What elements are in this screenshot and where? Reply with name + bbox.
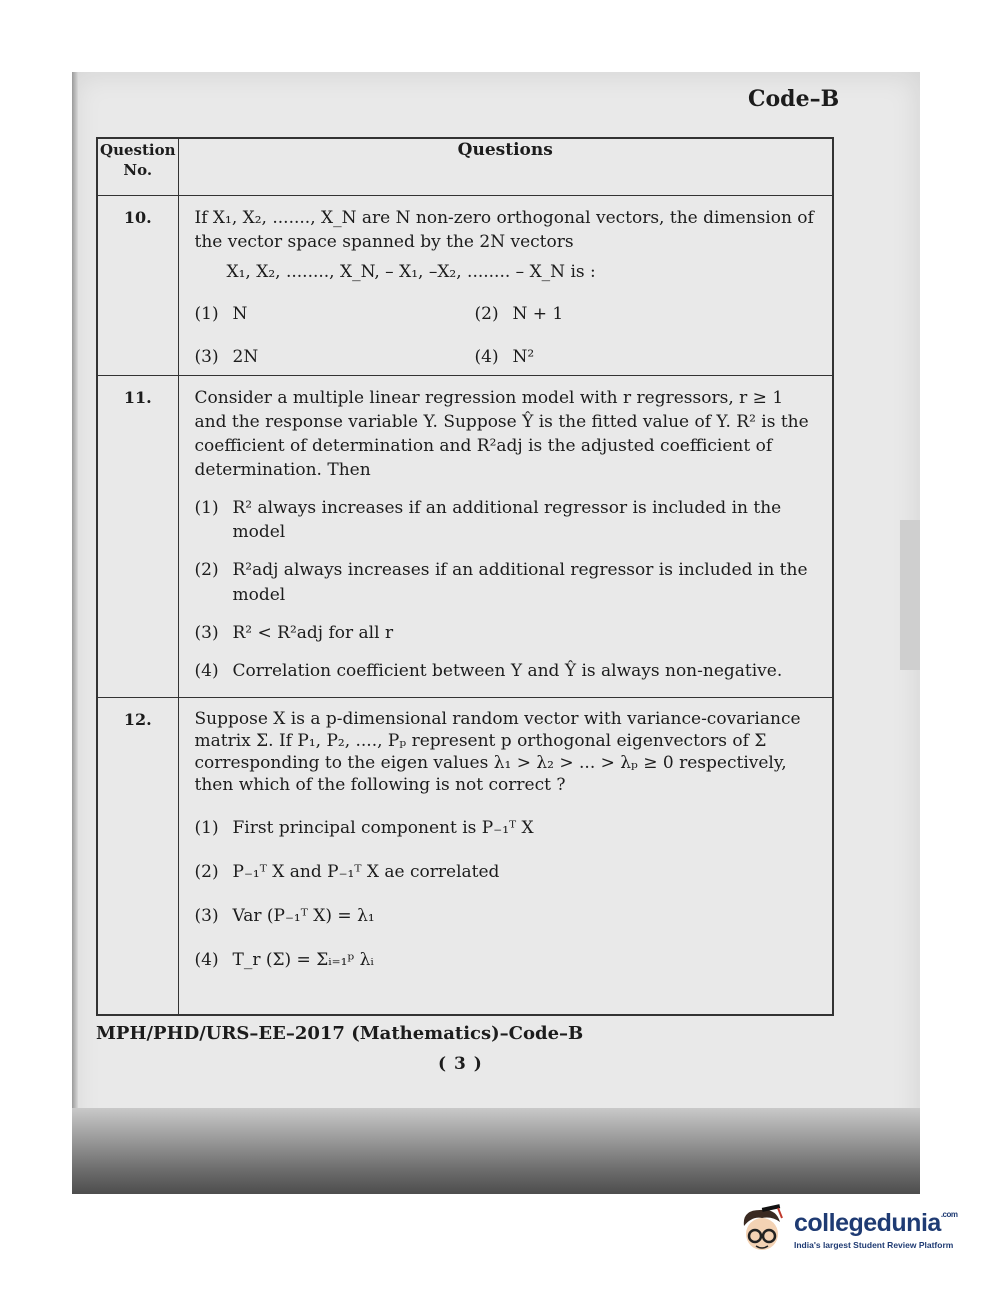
- question-row: [97, 196, 833, 376]
- question-row: [97, 697, 833, 1015]
- brand-name: [794, 1208, 958, 1237]
- option: [195, 904, 821, 928]
- question-number: 12.: [97, 697, 178, 1015]
- question-body: [178, 196, 833, 376]
- paper-code: Code–B: [748, 86, 840, 112]
- option-number: (1): [194, 304, 219, 325]
- option-text: N: [232, 304, 248, 325]
- question-text: If X₁, X₂, ......., X_N are N non-zero orthogonal vectors, the dimension of the vector space spanned by the 2N vectors: [194, 208, 814, 253]
- option-text: T_r (Σ) = Σᵢ₌₁ᵖ λᵢ: [232, 950, 374, 971]
- options-grid: [195, 294, 821, 368]
- logo-text: [794, 1208, 958, 1250]
- collegedunia-logo[interactable]: [736, 1198, 976, 1262]
- question-table: [96, 137, 834, 1016]
- option: [195, 621, 821, 645]
- option: [195, 948, 821, 972]
- option-text: Correlation coefficient between Y and Ŷ is always non-negative.: [232, 660, 783, 681]
- option-text: R² always increases if an additional regressor is included in the model: [232, 498, 782, 543]
- option: [195, 345, 475, 369]
- option-number: (4): [474, 346, 499, 367]
- question-vectors: X₁, X₂, ........, X_N, – X₁, –X₂, ........ – X_N is :: [226, 262, 596, 283]
- option-number: (1): [194, 818, 219, 838]
- option-number: (4): [194, 950, 219, 971]
- option-text: N²: [512, 346, 535, 367]
- brand-suffix: .com: [940, 1209, 958, 1219]
- option-number: (2): [474, 304, 499, 325]
- option-text: P₋₁ᵀ X and P₋₁ᵀ X ae correlated: [232, 862, 500, 883]
- option-text: R²adj always increases if an additional regressor is included in the model: [232, 560, 808, 605]
- question-row: [97, 375, 833, 697]
- question-text: Consider a multiple linear regression model with r regressors, r ≥ 1 and the response variable Y. Suppose Ŷ is the fitted value of Y. R² is the coefficient of determination and R²adj is the adjusted coefficient of determination. Then: [194, 387, 809, 480]
- column-header-no: Question No.: [97, 138, 178, 196]
- option-text: N + 1: [512, 304, 564, 325]
- brand-word: collegedunia: [794, 1208, 941, 1237]
- option-number: (2): [194, 862, 219, 883]
- option: [475, 302, 821, 326]
- option: [475, 345, 821, 369]
- table-header-row: [97, 138, 833, 196]
- option-number: (2): [194, 560, 219, 581]
- question-text: Suppose X is a p-dimensional random vector with variance-covariance matrix Σ. If P₁, P₂, ...., Pₚ represent p orthogonal eigenvectors of Σ corresponding to the eigen values λ₁ > λ₂ > ... > λₚ ≥ 0 respectively, then which of the following is not correct ?: [194, 708, 801, 795]
- option-number: (1): [194, 498, 219, 519]
- option-text: R² < R²adj for all r: [232, 622, 394, 643]
- page-number: ( 3 ): [438, 1054, 483, 1074]
- option: [195, 302, 475, 326]
- option-text: Var (P₋₁ᵀ X) = λ₁: [232, 906, 375, 927]
- column-header-questions: Questions: [178, 138, 833, 196]
- scan-left-edge: [72, 72, 78, 1194]
- option: [195, 659, 821, 683]
- option-text: 2N: [232, 346, 259, 367]
- question-number: 11.: [97, 375, 178, 697]
- option-number: (3): [194, 906, 219, 927]
- option: [195, 496, 821, 544]
- option: [195, 558, 821, 606]
- question-body: [178, 697, 833, 1015]
- scan-right-mark: [900, 520, 920, 670]
- option: [195, 860, 821, 884]
- option-number: (3): [194, 622, 219, 643]
- brand-tagline: India's largest Student Review Platform: [794, 1239, 954, 1250]
- option-number: (4): [194, 660, 219, 681]
- scan-bottom-shadow: [72, 1108, 920, 1194]
- option-text: First principal component is P₋₁ᵀ X: [232, 818, 534, 838]
- question-number: 10.: [97, 196, 178, 376]
- option-number: (3): [194, 346, 219, 367]
- option: [195, 816, 821, 840]
- student-mascot-icon: [736, 1204, 788, 1256]
- footer-exam-code: MPH/PHD/URS–EE–2017 (Mathematics)–Code–B: [96, 1023, 584, 1044]
- question-body: [178, 375, 833, 697]
